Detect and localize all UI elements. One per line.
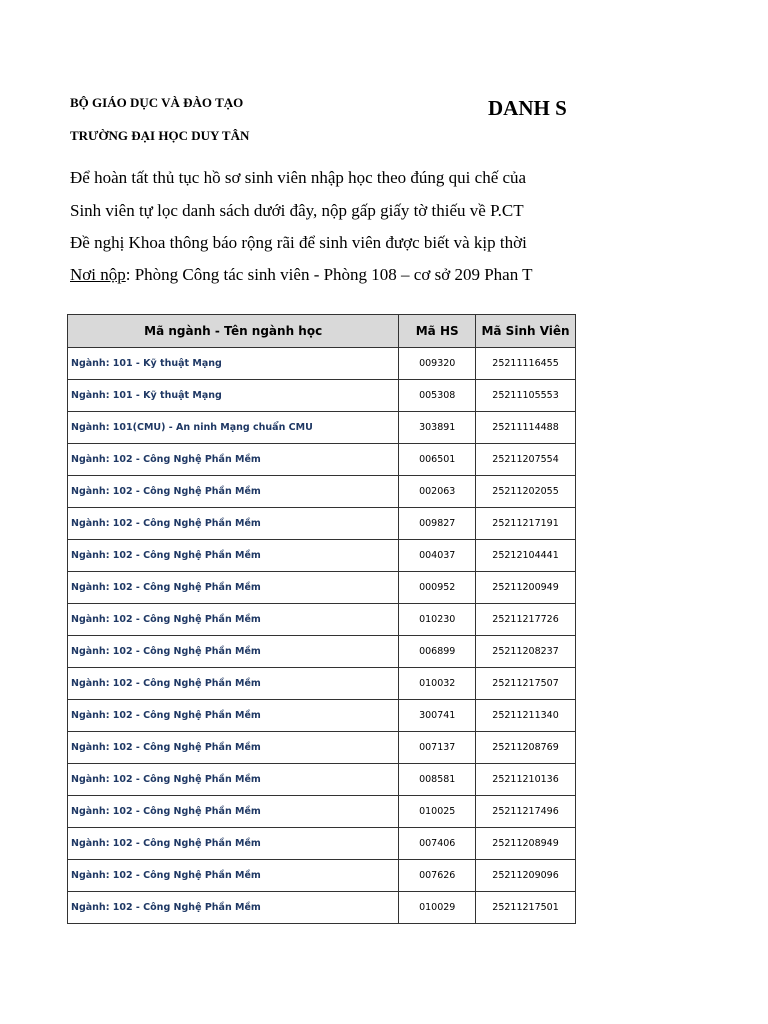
student-id-cell: 25211208769	[476, 732, 576, 764]
student-id-cell: 25211116455	[476, 348, 576, 380]
major-cell: Ngành: 102 - Công Nghệ Phần Mềm	[68, 796, 399, 828]
profile-code-cell: 005308	[399, 380, 476, 412]
table-row	[68, 636, 576, 668]
table-row	[68, 860, 576, 892]
table-row	[68, 892, 576, 924]
major-cell: Ngành: 101 - Kỹ thuật Mạng	[68, 348, 399, 380]
student-id-cell: 25211217501	[476, 892, 576, 924]
student-id-cell: 25211208237	[476, 636, 576, 668]
major-cell: Ngành: 102 - Công Nghệ Phần Mềm	[68, 732, 399, 764]
student-id-cell: 25211105553	[476, 380, 576, 412]
table-row	[68, 796, 576, 828]
table-row	[68, 348, 576, 380]
student-id-cell: 25211210136	[476, 764, 576, 796]
table-row	[68, 412, 576, 444]
major-cell: Ngành: 102 - Công Nghệ Phần Mềm	[68, 860, 399, 892]
paragraph-3: Đề nghị Khoa thông báo rộng rãi để sinh viên được biết và kịp thời	[70, 233, 527, 252]
student-id-cell: 25211217726	[476, 604, 576, 636]
major-cell: Ngành: 102 - Công Nghệ Phần Mềm	[68, 444, 399, 476]
table-row	[68, 476, 576, 508]
table-row	[68, 540, 576, 572]
paragraph-1: Để hoàn tất thủ tục hồ sơ sinh viên nhập học theo đúng qui chế của	[70, 168, 527, 187]
student-id-cell: 25211209096	[476, 860, 576, 892]
profile-code-cell: 007406	[399, 828, 476, 860]
table-row	[68, 508, 576, 540]
table-row	[68, 668, 576, 700]
ministry-name: BỘ GIÁO DỤC VÀ ĐÀO TẠO	[70, 95, 244, 110]
profile-code-cell: 303891	[399, 412, 476, 444]
major-cell: Ngành: 102 - Công Nghệ Phần Mềm	[68, 892, 399, 924]
profile-code-cell: 300741	[399, 700, 476, 732]
table-row	[68, 700, 576, 732]
profile-code-cell: 010230	[399, 604, 476, 636]
student-id-cell: 25211211340	[476, 700, 576, 732]
table-row	[68, 380, 576, 412]
profile-code-cell: 010025	[399, 796, 476, 828]
profile-code-cell: 006501	[399, 444, 476, 476]
paragraph-2: Sinh viên tự lọc danh sách dưới đây, nộp gấp giấy tờ thiếu về P.CT	[70, 201, 524, 220]
profile-code-cell: 007626	[399, 860, 476, 892]
major-cell: Ngành: 102 - Công Nghệ Phần Mềm	[68, 764, 399, 796]
student-table	[67, 314, 576, 924]
profile-code-cell: 000952	[399, 572, 476, 604]
major-cell: Ngành: 102 - Công Nghệ Phần Mềm	[68, 604, 399, 636]
student-id-cell: 25211208949	[476, 828, 576, 860]
table-row	[68, 444, 576, 476]
profile-code-cell: 009827	[399, 508, 476, 540]
submission-place-text: : Phòng Công tác sinh viên - Phòng 108 – cơ sở 209 Phan T	[125, 265, 533, 284]
student-id-cell: 25211202055	[476, 476, 576, 508]
major-cell: Ngành: 102 - Công Nghệ Phần Mềm	[68, 540, 399, 572]
profile-code-cell: 006899	[399, 636, 476, 668]
major-cell: Ngành: 102 - Công Nghệ Phần Mềm	[68, 572, 399, 604]
student-id-cell: 25211207554	[476, 444, 576, 476]
profile-code-cell: 004037	[399, 540, 476, 572]
profile-code-cell: 010032	[399, 668, 476, 700]
major-cell: Ngành: 101 - Kỹ thuật Mạng	[68, 380, 399, 412]
student-id-cell: 25211217496	[476, 796, 576, 828]
document-title: DANH S	[488, 96, 567, 120]
profile-code-cell: 009320	[399, 348, 476, 380]
major-cell: Ngành: 102 - Công Nghệ Phần Mềm	[68, 700, 399, 732]
major-cell: Ngành: 102 - Công Nghệ Phần Mềm	[68, 476, 399, 508]
profile-code-cell: 007137	[399, 732, 476, 764]
table-row	[68, 764, 576, 796]
table-row	[68, 572, 576, 604]
profile-code-cell: 008581	[399, 764, 476, 796]
major-cell: Ngành: 101(CMU) - An ninh Mạng chuẩn CMU	[68, 412, 399, 444]
major-cell: Ngành: 102 - Công Nghệ Phần Mềm	[68, 508, 399, 540]
table-header-row	[68, 315, 576, 348]
profile-code-cell: 010029	[399, 892, 476, 924]
paragraph-4	[70, 265, 533, 285]
major-cell: Ngành: 102 - Công Nghệ Phần Mềm	[68, 668, 399, 700]
profile-code-cell: 002063	[399, 476, 476, 508]
student-id-cell: 25211114488	[476, 412, 576, 444]
major-cell: Ngành: 102 - Công Nghệ Phần Mềm	[68, 828, 399, 860]
table-row	[68, 604, 576, 636]
table-row	[68, 828, 576, 860]
student-id-cell: 25212104441	[476, 540, 576, 572]
university-name: TRƯỜNG ĐẠI HỌC DUY TÂN	[70, 128, 250, 143]
header-major: Mã ngành - Tên ngành học	[68, 315, 399, 348]
major-cell: Ngành: 102 - Công Nghệ Phần Mềm	[68, 636, 399, 668]
student-id-cell: 25211200949	[476, 572, 576, 604]
student-id-cell: 25211217191	[476, 508, 576, 540]
header-profile-code: Mã HS	[399, 315, 476, 348]
student-id-cell: 25211217507	[476, 668, 576, 700]
table-row	[68, 732, 576, 764]
header-student-id: Mã Sinh Viên	[476, 315, 576, 348]
submission-place-label: Nơi nộp	[70, 265, 126, 284]
